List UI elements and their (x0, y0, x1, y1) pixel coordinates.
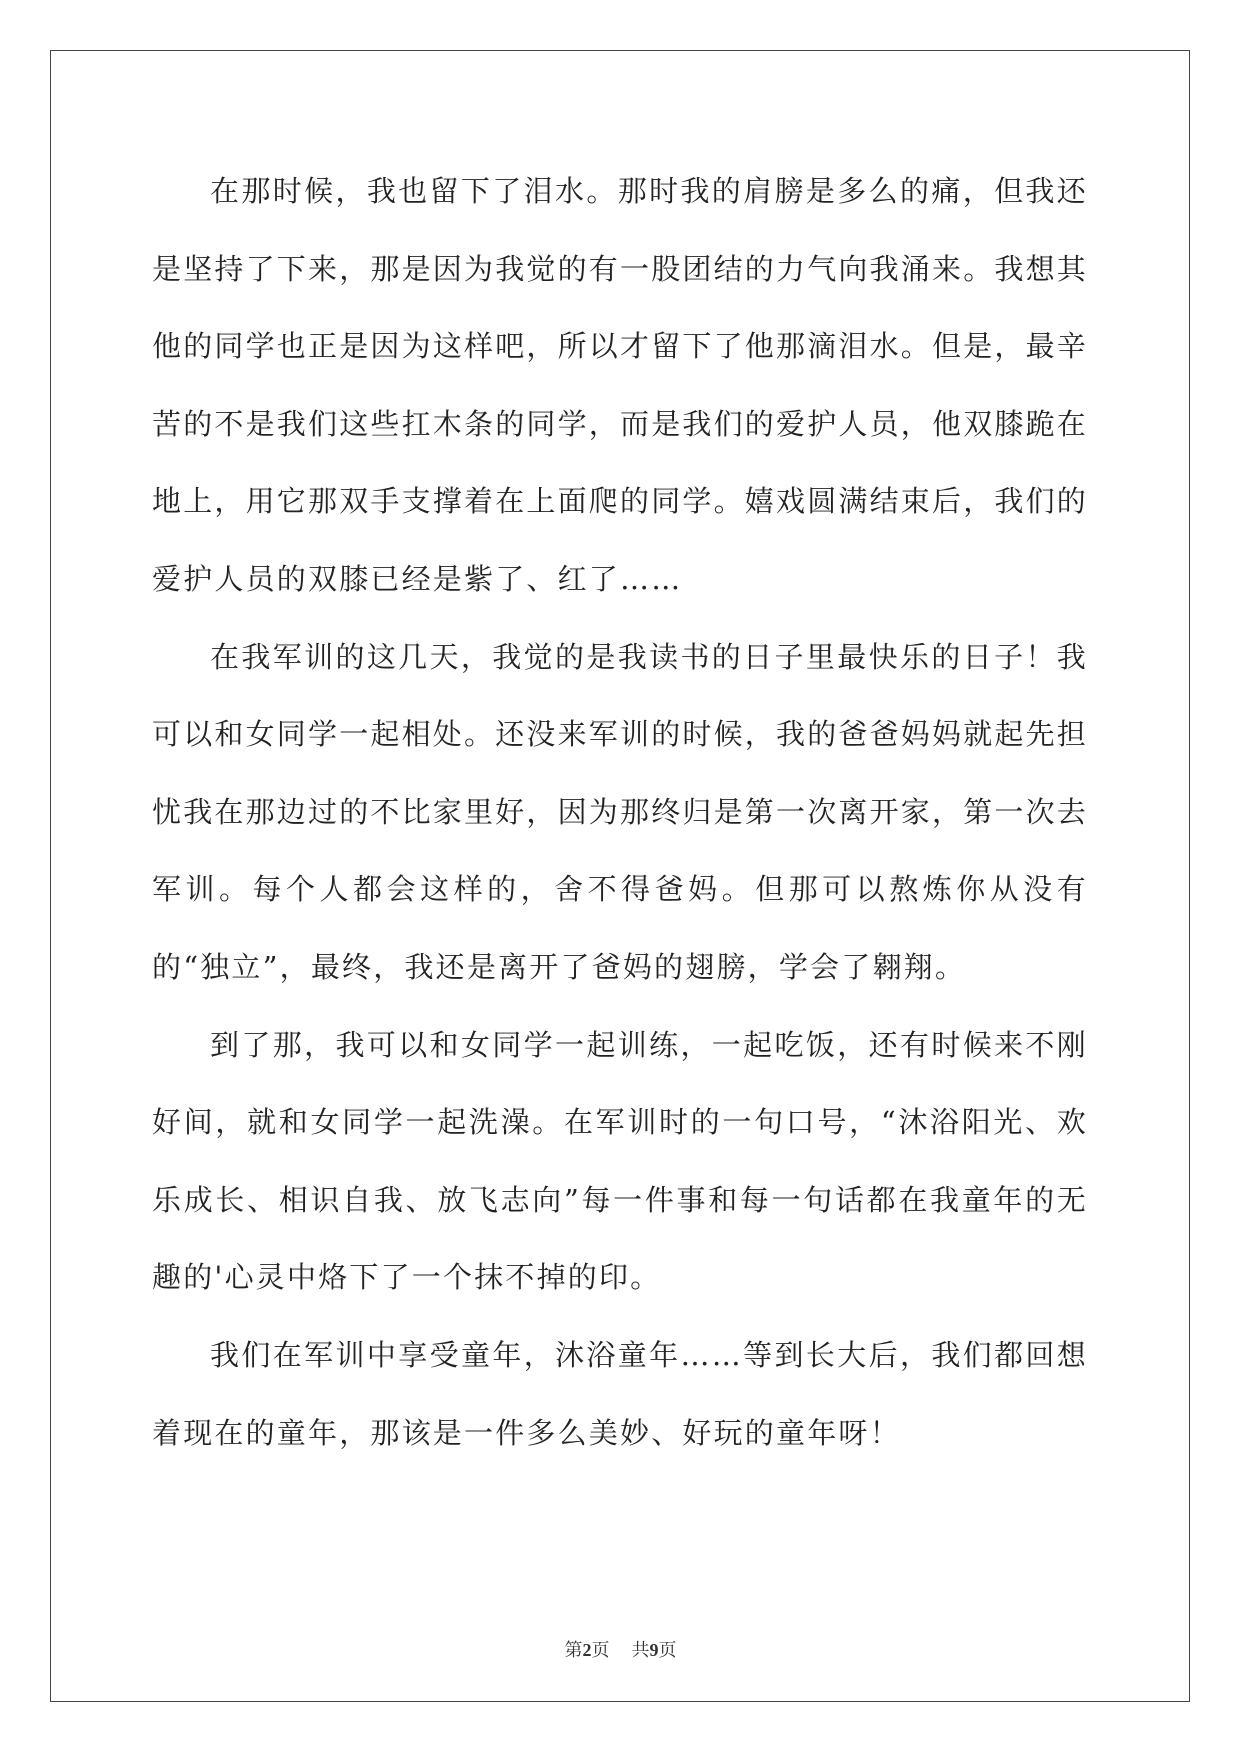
page-number (565, 1636, 610, 1662)
paragraph: 在那时候，我也留下了泪水。那时我的肩膀是多么的痛，但我还是坚持了下来，那是因为我觉的有一股团结的力气向我涌来。我想其他的同学也正是因为这样吧，所以才留下了他那滴泪水。但是，最辛苦的不是我们这些扛木条的同学，而是我们的爱护人员，他双膝跪在地上，用它那双手支撑着在上面爬的同学。嬉戏圆满结束后，我们的爱护人员的双膝已经是紫了、红了…… (152, 174, 1089, 596)
total-prefix: 共 (631, 1640, 650, 1660)
page-footer (0, 1636, 1241, 1662)
document-body (152, 153, 1088, 1472)
paragraph: 我们在军训中享受童年，沐浴童年……等到长大后，我们都回想着现在的童年，那该是一件多么美妙、好玩的童年呀！ (152, 1337, 1088, 1450)
page-prefix: 第 (564, 1640, 583, 1660)
total-pages: 9 (649, 1640, 659, 1660)
paragraph: 到了那，我可以和女同学一起训练，一起吃饭，还有时候来不刚好间，就和女同学一起洗澡。在军训时的一句口号，“沐浴阳光、欢乐成长、相识自我、放飞志向”每一件事和每一句话都在我童年的无趣的'心灵中烙下了一个抹不掉的印。 (152, 1027, 1088, 1295)
total-suffix: 页 (658, 1640, 677, 1660)
page-suffix: 页 (591, 1640, 610, 1660)
page-total (632, 1636, 677, 1662)
paragraph: 在我军训的这几天，我觉的是我读书的日子里最快乐的日子！我可以和女同学一起相处。还没来军训的时候，我的爸爸妈妈就起先担忧我在那边过的不比家里好，因为那终归是第一次离开家，第一次去军训。每个人都会这样的，舍不得爸妈。但那可以熬炼你从没有的“独立”，最终，我还是离开了爸妈的翅膀，学会了翱翔。 (152, 639, 1089, 984)
current-page: 2 (582, 1640, 592, 1660)
